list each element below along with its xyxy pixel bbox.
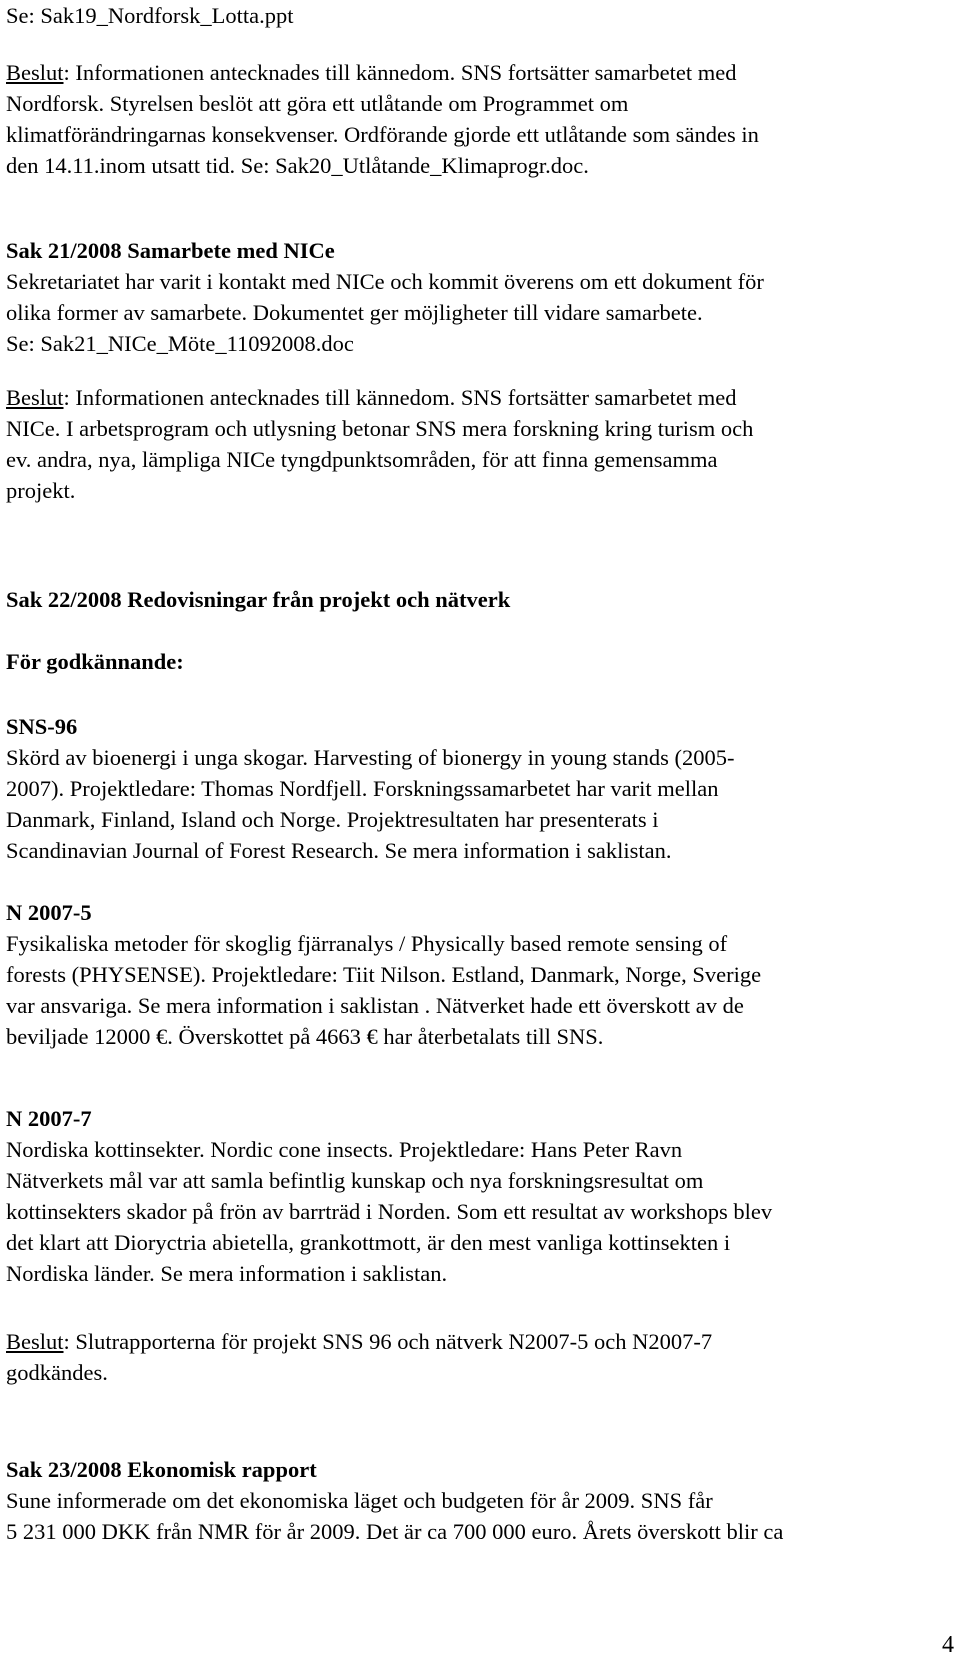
text-line: forests (PHYSENSE). Projektledare: Tiit Nilson. Estland, Danmark, Norge, Sverige — [6, 962, 762, 987]
text-line: Sune informerade om det ekonomiska läget och budgeten för år 2009. SNS får — [6, 1488, 713, 1513]
text-line: NICe. I arbetsprogram och utlysning betonar SNS mera forskning kring turism och — [6, 416, 754, 441]
approval-subheading-block — [6, 646, 956, 677]
text-line: Nordforsk. Styrelsen beslöt att göra ett utlåtande om Programmet om — [6, 91, 629, 116]
decision-paragraph-1 — [6, 57, 956, 181]
network-heading: N 2007-5 — [6, 900, 92, 925]
decision-paragraph-3 — [6, 1326, 956, 1388]
page-number: 4 — [942, 1632, 954, 1658]
text-line: Nordiska länder. Se mera information i saklistan. — [6, 1261, 448, 1286]
text-line: : Slutrapporterna för projekt SNS 96 och nätverk N2007-5 och N2007-7 — [63, 1329, 713, 1354]
section-heading: Sak 21/2008 Samarbete med NICe — [6, 238, 335, 263]
sak22-heading-block — [6, 584, 956, 615]
text-line: : Informationen antecknades till kännedom. SNS fortsätter samarbetet med — [63, 385, 737, 410]
text-line: Scandinavian Journal of Forest Research. Se mera information i saklistan. — [6, 838, 672, 863]
decision-label: Beslut — [6, 385, 64, 410]
text-line: det klart att Dioryctria abietella, grankottmott, är den mest vanliga kottinsekten i — [6, 1230, 731, 1255]
section-heading: Sak 23/2008 Ekonomisk rapport — [6, 1457, 317, 1482]
text-line: Skörd av bioenergi i unga skogar. Harvesting of bionergy in young stands (2005- — [6, 745, 735, 770]
text-line: Nordiska kottinsekter. Nordic cone insects. Projektledare: Hans Peter Ravn — [6, 1137, 683, 1162]
text-line: olika former av samarbete. Dokumentet ger möjligheter till vidare samarbete. — [6, 300, 703, 325]
project-heading: SNS-96 — [6, 714, 78, 739]
text-line: Nätverkets mål var att samla befintlig kunskap och nya forskningsresultat om — [6, 1168, 704, 1193]
reference-line: Se: Sak19_Nordforsk_Lotta.ppt — [6, 3, 294, 28]
decision-label: Beslut — [6, 60, 64, 85]
sak21-section — [6, 235, 956, 359]
text-line: projekt. — [6, 478, 76, 503]
text-line: 2007). Projektledare: Thomas Nordfjell. Forskningssamarbetet har varit mellan — [6, 776, 719, 801]
text-line: ev. andra, nya, lämpliga NICe tyngdpunktsområden, för att finna gemensamma — [6, 447, 718, 472]
decision-label: Beslut — [6, 1329, 64, 1354]
text-line: godkändes. — [6, 1360, 108, 1385]
n2007-5-section — [6, 897, 956, 1052]
n2007-7-section — [6, 1103, 956, 1289]
text-line: Fysikaliska metoder för skoglig fjärranalys / Physically based remote sensing of — [6, 931, 728, 956]
text-line: Danmark, Finland, Island och Norge. Projektresultaten har presenterats i — [6, 807, 659, 832]
sak23-section — [6, 1454, 956, 1547]
decision-paragraph-2 — [6, 382, 956, 506]
section-heading: Sak 22/2008 Redovisningar från projekt och nätverk — [6, 587, 511, 612]
text-line: Se: Sak21_NICe_Möte_11092008.doc — [6, 331, 354, 356]
sns96-section — [6, 711, 956, 866]
network-heading: N 2007-7 — [6, 1106, 92, 1131]
text-line: var ansvariga. Se mera information i saklistan . Nätverket hade ett överskott av de — [6, 993, 744, 1018]
text-line: kottinsekters skador på frön av barrträd i Norden. Som ett resultat av workshops blev — [6, 1199, 773, 1224]
text-line: : Informationen antecknades till kännedom. SNS fortsätter samarbetet med — [63, 60, 737, 85]
subheading: För godkännande: — [6, 649, 184, 674]
reference-paragraph — [6, 0, 956, 31]
text-line: den 14.11.inom utsatt tid. Se: Sak20_Utlåtande_Klimaprogr.doc. — [6, 153, 589, 178]
text-line: Sekretariatet har varit i kontakt med NICe och kommit överens om ett dokument för — [6, 269, 764, 294]
text-line: klimatförändringarnas konsekvenser. Ordförande gjorde ett utlåtande som sändes in — [6, 122, 759, 147]
text-line: beviljade 12000 €. Överskottet på 4663 € har återbetalats till SNS. — [6, 1024, 604, 1049]
text-line: 5 231 000 DKK från NMR för år 2009. Det är ca 700 000 euro. Årets överskott blir ca — [6, 1519, 784, 1544]
